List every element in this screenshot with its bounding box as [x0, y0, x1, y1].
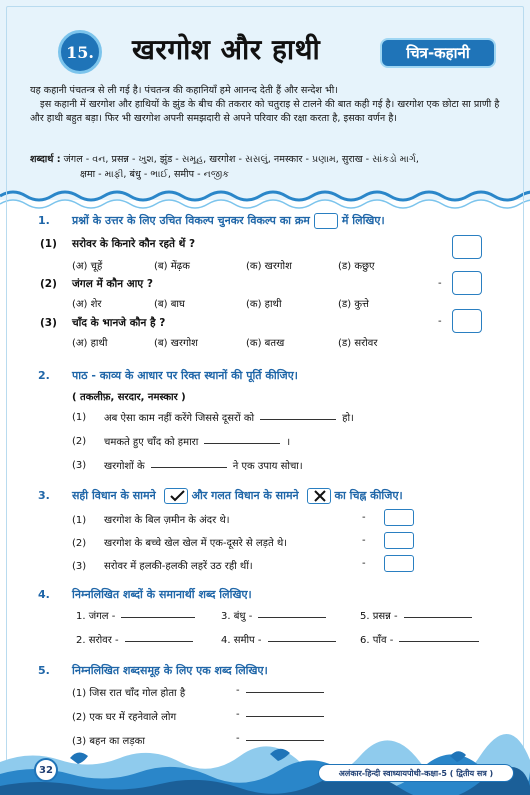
genre-badge: चित्र-कहानी — [380, 38, 496, 68]
fill-blank[interactable] — [404, 617, 472, 618]
question-text: पाठ - काव्य के आधार पर रिक्त स्थानों की पूर्ति कीजिए। — [72, 369, 298, 382]
question-3 — [38, 488, 403, 504]
q5-item-1: (1) जिस रात चाँद गोल होता है — [72, 688, 186, 699]
question-1 — [38, 213, 385, 229]
question-number: 4. — [38, 588, 50, 601]
item-number: (3) — [72, 561, 87, 572]
item-text-end: । — [286, 437, 291, 448]
question-text-end: का चिह्न कीजिए। — [334, 489, 403, 502]
item-text: खरगोश के बच्चे खेल खेल में एक-दूसरे से लड़ते थे। — [104, 538, 288, 549]
question-text-middle: और गलत विधान के सामने — [191, 489, 299, 502]
item-number: (1) — [72, 411, 87, 423]
fill-blank[interactable] — [121, 617, 195, 618]
q1-item-2-answer-box[interactable] — [452, 271, 482, 295]
option-b: (ब) खरगोश — [154, 338, 198, 349]
item-text: चाँद के भानजे कौन है ? — [72, 317, 166, 329]
q1-item-2-options — [72, 296, 430, 310]
cross-mark-icon — [307, 488, 331, 504]
fill-blank[interactable] — [399, 641, 479, 642]
intro-paragraph-1: यह कहानी पंचतन्त्र से ली गई है। पंचतन्त्र की कहानियाँ हमे आनन्द देती हैं और सन्देश भी। — [30, 85, 338, 96]
word-label: 4. समीप - — [221, 635, 262, 646]
question-number: 1. — [38, 214, 50, 227]
intro-paragraph-2: इस कहानी में खरगोश और हाथियों के झुंड के बीच की तकरार को चतुराइ से टालने की बात कही गई है। खरगोश एक छोटा सा प्राणी है और हाथी बहुत बड़ा। फिर भी खरगोश अपनी समझदारी से अपने परिवार की रक्षा करता है, इसका वर्णन है। — [30, 99, 500, 124]
q1-item-2-question — [40, 277, 153, 291]
question-text-end: में लिखिए। — [341, 214, 385, 227]
question-text: निम्नलिखित शब्दों के समानार्थी शब्द लिखिए। — [72, 588, 252, 601]
item-number: (2) — [72, 538, 87, 549]
option-d: (ड) कछुए — [338, 261, 375, 272]
q1-item-2-dash: - — [438, 278, 442, 289]
option-c: (क) हाथी — [246, 299, 282, 310]
bottom-wave-decoration — [0, 728, 530, 795]
check-mark-icon — [164, 488, 188, 504]
q1-item-1-question — [40, 237, 195, 251]
glossary-label: शब्दार्थ : — [30, 154, 61, 165]
fill-blank[interactable] — [246, 692, 324, 693]
q3-item-1-dash: - — [362, 512, 366, 523]
question-number: 3. — [38, 489, 50, 502]
q4-word-1 — [76, 608, 201, 622]
item-text: चमकते हुए चाँद को हमारा — [104, 437, 199, 448]
answer-box-sample — [314, 213, 338, 229]
fill-blank[interactable] — [151, 467, 227, 468]
option-b: (ब) मेंढ़क — [154, 261, 190, 272]
q1-item-1-answer-box[interactable] — [452, 235, 482, 259]
q3-item-3-dash: - — [362, 558, 366, 569]
q5-item-2-answer — [236, 709, 330, 720]
word-label: 1. जंगल - — [76, 611, 116, 622]
word-label: 6. पाँव - — [360, 635, 394, 646]
fill-blank[interactable] — [246, 716, 324, 717]
question-number: 5. — [38, 664, 50, 677]
dash: - — [236, 709, 240, 720]
fill-blank[interactable] — [125, 641, 193, 642]
option-a: (अ) चूहें — [72, 261, 103, 272]
q3-item-1-answer-box[interactable] — [384, 509, 414, 526]
item-text: सरोवर में हलकी-हलकी लहरें उठ रही थीं। — [104, 561, 253, 572]
fill-blank[interactable] — [260, 419, 336, 420]
question-text: प्रश्नों के उत्तर के लिए उचित विकल्प चुनकर विकल्प का क्रम — [72, 214, 310, 227]
page-number: 32 — [34, 758, 58, 782]
q3-item-2 — [72, 535, 287, 549]
q4-word-6 — [360, 632, 485, 646]
question-2 — [38, 368, 298, 383]
q2-item-1 — [72, 410, 354, 424]
option-b: (ब) बाघ — [154, 299, 185, 310]
option-d: (ड) सरोवर — [338, 338, 378, 349]
fill-blank[interactable] — [258, 617, 326, 618]
glossary-line-2: क्षमा - માફી, बंधु - ભાઈ, समीप - નજીક — [80, 169, 229, 180]
q5-item-2: (2) एक घर में रहनेवाले लोग — [72, 712, 177, 723]
q5-item-3: (3) बहन का लड़का — [72, 736, 145, 747]
item-text: खरगोशों के — [104, 461, 145, 472]
q3-item-3-answer-box[interactable] — [384, 555, 414, 572]
q2-item-2 — [72, 434, 290, 448]
q3-item-1 — [72, 512, 230, 526]
question-4 — [38, 587, 252, 602]
q4-word-3 — [221, 608, 332, 622]
q5-item-1-answer — [236, 685, 330, 696]
item-text: खरगोश के बिल ज़मीन के अंदर थे। — [104, 515, 230, 526]
q3-item-2-dash: - — [362, 535, 366, 546]
fill-blank[interactable] — [204, 443, 280, 444]
lesson-title: खरगोश और हाथी — [132, 33, 321, 66]
item-number: (2) — [40, 278, 57, 290]
q1-item-1-options — [72, 258, 430, 272]
glossary — [30, 152, 500, 182]
question-text: निम्नलिखित शब्दसमूह के लिए एक शब्द लिखिए। — [72, 664, 268, 677]
q1-item-3-options — [72, 335, 430, 349]
dash: - — [236, 685, 240, 696]
q1-item-3-dash: - — [438, 316, 442, 327]
word-label: 2. सरोवर - — [76, 635, 119, 646]
q2-item-3 — [72, 458, 303, 472]
question-5 — [38, 663, 268, 678]
option-d: (ड) कुत्ते — [338, 299, 369, 310]
header-wave-divider — [0, 186, 530, 212]
lesson-number-badge: 15. — [58, 30, 102, 74]
item-number: (3) — [72, 459, 87, 471]
item-number: (3) — [40, 317, 57, 329]
option-a: (अ) हाथी — [72, 338, 108, 349]
item-text: जंगल में कौन आए ? — [72, 278, 153, 290]
word-label: 5. प्रसन्न - — [360, 611, 398, 622]
item-text-end: ने एक उपाय सोचा। — [232, 461, 303, 472]
item-text: सरोवर के किनारे कौन रहते थें ? — [72, 238, 196, 250]
intro-text — [30, 84, 500, 126]
item-number: (2) — [72, 435, 87, 447]
option-a: (अ) शेर — [72, 299, 102, 310]
book-series-label: अलंकार-हिन्दी स्वाध्यायपोथी-कक्षा-5 ( द्वितीय सत्र ) — [318, 764, 514, 782]
item-number: (1) — [72, 515, 87, 526]
q2-word-hint: ( तकलीफ़, सरदार, नमस्कार ) — [72, 392, 186, 403]
q1-item-3-answer-box[interactable] — [452, 309, 482, 333]
q3-item-3 — [72, 558, 253, 572]
glossary-line-1: जंगल - વન, प्रसन्न - ખુશ, झुंड - સમૂહ, खरगोश - સસલું, नमस्कार - પ્રણામ, सुराख - સાંકડો માર્ગ, — [63, 154, 419, 165]
question-text: सही विधान के सामने — [72, 489, 156, 502]
q1-item-3-question — [40, 316, 165, 330]
word-label: 3. बंधु - — [221, 611, 253, 622]
item-text: अब ऐसा काम नहीं करेंगे जिससे दूसरों को — [104, 413, 255, 424]
item-number: (1) — [40, 238, 57, 250]
q3-item-2-answer-box[interactable] — [384, 532, 414, 549]
dash: - — [236, 733, 240, 744]
option-c: (क) खरगोश — [246, 261, 292, 272]
q4-word-5 — [360, 608, 478, 622]
fill-blank[interactable] — [268, 641, 336, 642]
q4-word-4 — [221, 632, 342, 646]
question-number: 2. — [38, 369, 50, 382]
option-c: (क) बतख — [246, 338, 285, 349]
item-text-end: हो। — [342, 413, 354, 424]
q4-word-2 — [76, 632, 199, 646]
